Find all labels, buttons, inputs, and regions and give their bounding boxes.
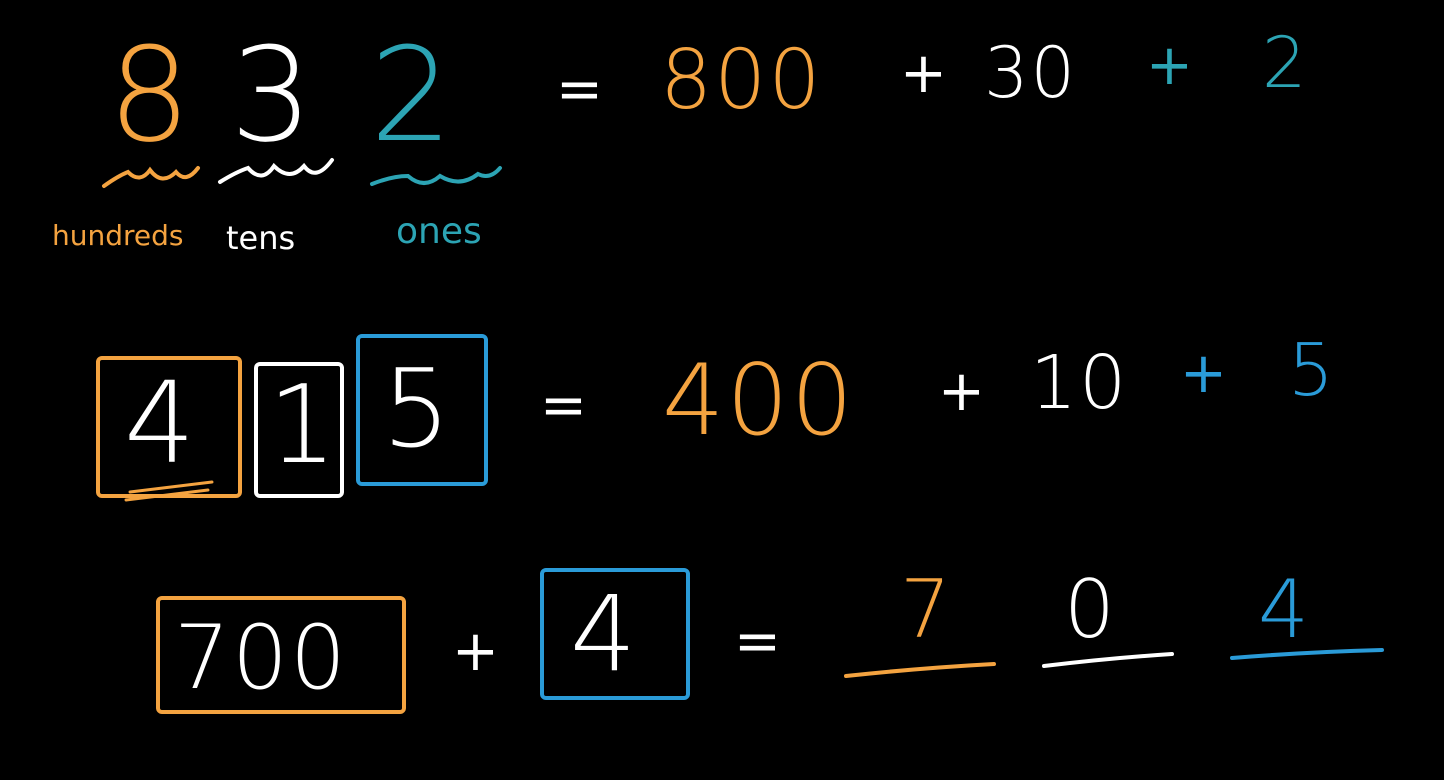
result-digit-7: 7 — [900, 563, 953, 656]
blank-line-ones — [1232, 650, 1382, 658]
brace-tens — [220, 160, 332, 182]
digit-tens-3: 3 — [230, 19, 315, 171]
brace-hundreds — [104, 168, 198, 186]
term-5: 5 — [1288, 328, 1336, 412]
plus-sign-1a: + — [900, 41, 947, 106]
plus-sign-3: + — [452, 619, 499, 684]
label-tens: tens — [226, 219, 296, 257]
addend-4: 4 — [570, 573, 639, 695]
label-hundreds: hundreds — [52, 219, 184, 252]
term-30: 30 — [984, 32, 1078, 114]
digit-boxed-5: 5 — [382, 347, 453, 472]
digit-ones-2: 2 — [370, 19, 455, 171]
term-800: 800 — [660, 33, 823, 128]
term-2: 2 — [1262, 22, 1309, 104]
digit-hundreds-8: 8 — [108, 19, 193, 171]
equals-sign-1: = — [556, 57, 603, 122]
plus-sign-2b: + — [1180, 341, 1227, 406]
equals-sign-2: = — [540, 373, 587, 438]
equals-sign-3: = — [734, 609, 781, 674]
digit-boxed-4: 4 — [124, 359, 198, 489]
addend-700: 700 — [174, 606, 348, 709]
result-digit-0: 0 — [1064, 563, 1117, 656]
blank-line-hundreds — [846, 664, 994, 676]
term-10: 10 — [1030, 340, 1129, 426]
blank-line-tens — [1044, 654, 1172, 666]
digit-boxed-1: 1 — [268, 363, 339, 488]
plus-sign-2a: + — [938, 359, 985, 424]
plus-sign-1b: + — [1146, 33, 1193, 98]
term-400: 400 — [662, 344, 856, 458]
label-ones: ones — [396, 211, 482, 252]
result-digit-4: 4 — [1258, 563, 1311, 656]
brace-ones — [372, 168, 500, 184]
underline-boxed-4 — [126, 482, 212, 500]
